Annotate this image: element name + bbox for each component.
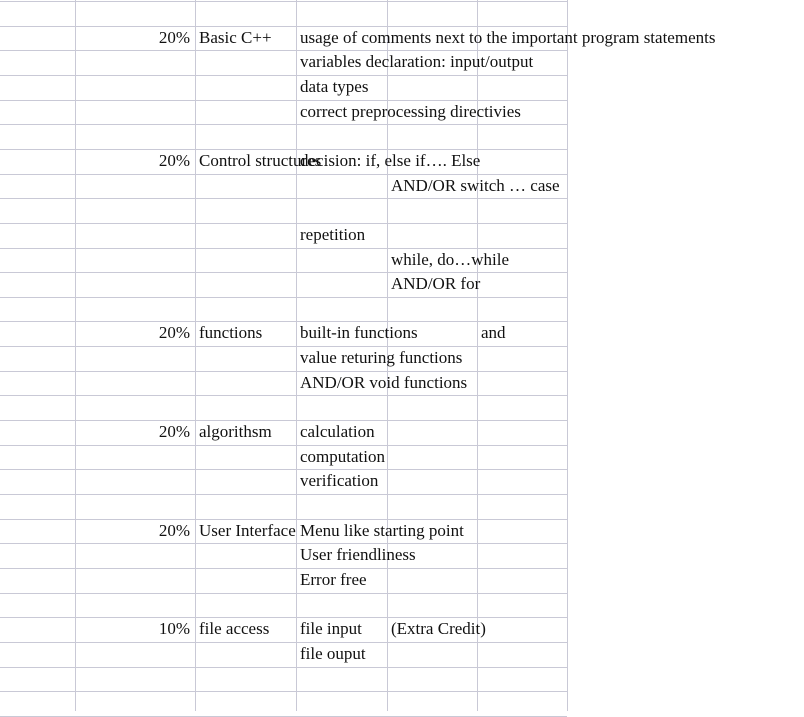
criteria-cell: Error free [300, 570, 367, 589]
row-gridline [0, 248, 567, 249]
column-gridline [567, 0, 568, 711]
topic-cell: functions [199, 323, 263, 342]
row-gridline [0, 124, 567, 125]
row-gridline [0, 617, 567, 618]
weight-percent-cell: 20% [158, 521, 190, 540]
criteria-cell: while, do…while [391, 250, 510, 269]
row-gridline [0, 543, 567, 544]
criteria-cell: file ouput [300, 644, 366, 663]
column-gridline [75, 0, 76, 711]
row-gridline [0, 568, 567, 569]
criteria-cell: AND/OR void functions [300, 373, 468, 392]
criteria-cell: repetition [300, 225, 366, 244]
row-gridline [0, 1, 567, 2]
row-gridline [0, 346, 567, 347]
row-gridline [0, 371, 567, 372]
criteria-cell: Menu like starting point [300, 521, 464, 540]
criteria-cell: correct preprocessing directivies [300, 102, 521, 121]
criteria-cell: verification [300, 471, 379, 490]
weight-percent-cell: 20% [158, 323, 190, 342]
row-gridline [0, 149, 567, 150]
row-gridline [0, 26, 567, 27]
row-gridline [0, 519, 567, 520]
row-gridline [0, 198, 567, 199]
topic-cell: User Interface [199, 521, 296, 540]
row-gridline [0, 223, 567, 224]
criteria-cell: built-in functions [300, 323, 418, 342]
criteria-cell: calculation [300, 422, 375, 441]
row-gridline [0, 420, 567, 421]
topic-cell: algorithsm [199, 422, 272, 441]
row-gridline [0, 494, 567, 495]
criteria-cell: file input [300, 619, 362, 638]
criteria-cell: AND/OR switch … case [391, 176, 560, 195]
weight-percent-cell: 10% [158, 619, 190, 638]
row-gridline [0, 100, 567, 101]
criteria-cell: User friendliness [300, 545, 416, 564]
row-gridline [0, 272, 567, 273]
row-gridline [0, 593, 567, 594]
row-gridline [0, 691, 567, 692]
criteria-cell: value returing functions [300, 348, 463, 367]
weight-percent-cell: 20% [158, 28, 190, 47]
row-gridline [0, 50, 567, 51]
row-gridline [0, 445, 567, 446]
weight-percent-cell: 20% [158, 422, 190, 441]
row-gridline [0, 75, 567, 76]
row-gridline [0, 174, 567, 175]
criteria-cell: variables declaration: input/output [300, 52, 534, 71]
row-gridline [0, 642, 567, 643]
column-gridline [296, 0, 297, 711]
weight-percent-cell: 20% [158, 151, 190, 170]
criteria-note-cell: and [481, 323, 506, 342]
row-gridline [0, 667, 567, 668]
topic-cell: file access [199, 619, 270, 638]
extra-credit-note-cell: (Extra Credit) [391, 619, 486, 638]
row-gridline [0, 469, 567, 470]
row-gridline [0, 321, 567, 322]
topic-cell: Basic C++ [199, 28, 272, 47]
criteria-cell: data types [300, 77, 369, 96]
row-gridline [0, 395, 567, 396]
criteria-cell: usage of comments next to the important program statements [300, 28, 716, 47]
criteria-cell: computation [300, 447, 385, 466]
criteria-cell: decision: if, else if…. Else [300, 151, 481, 170]
criteria-cell: AND/OR for [391, 274, 481, 293]
topic-cell: Control structures [199, 151, 322, 170]
column-gridline [195, 0, 196, 711]
row-gridline [0, 297, 567, 298]
